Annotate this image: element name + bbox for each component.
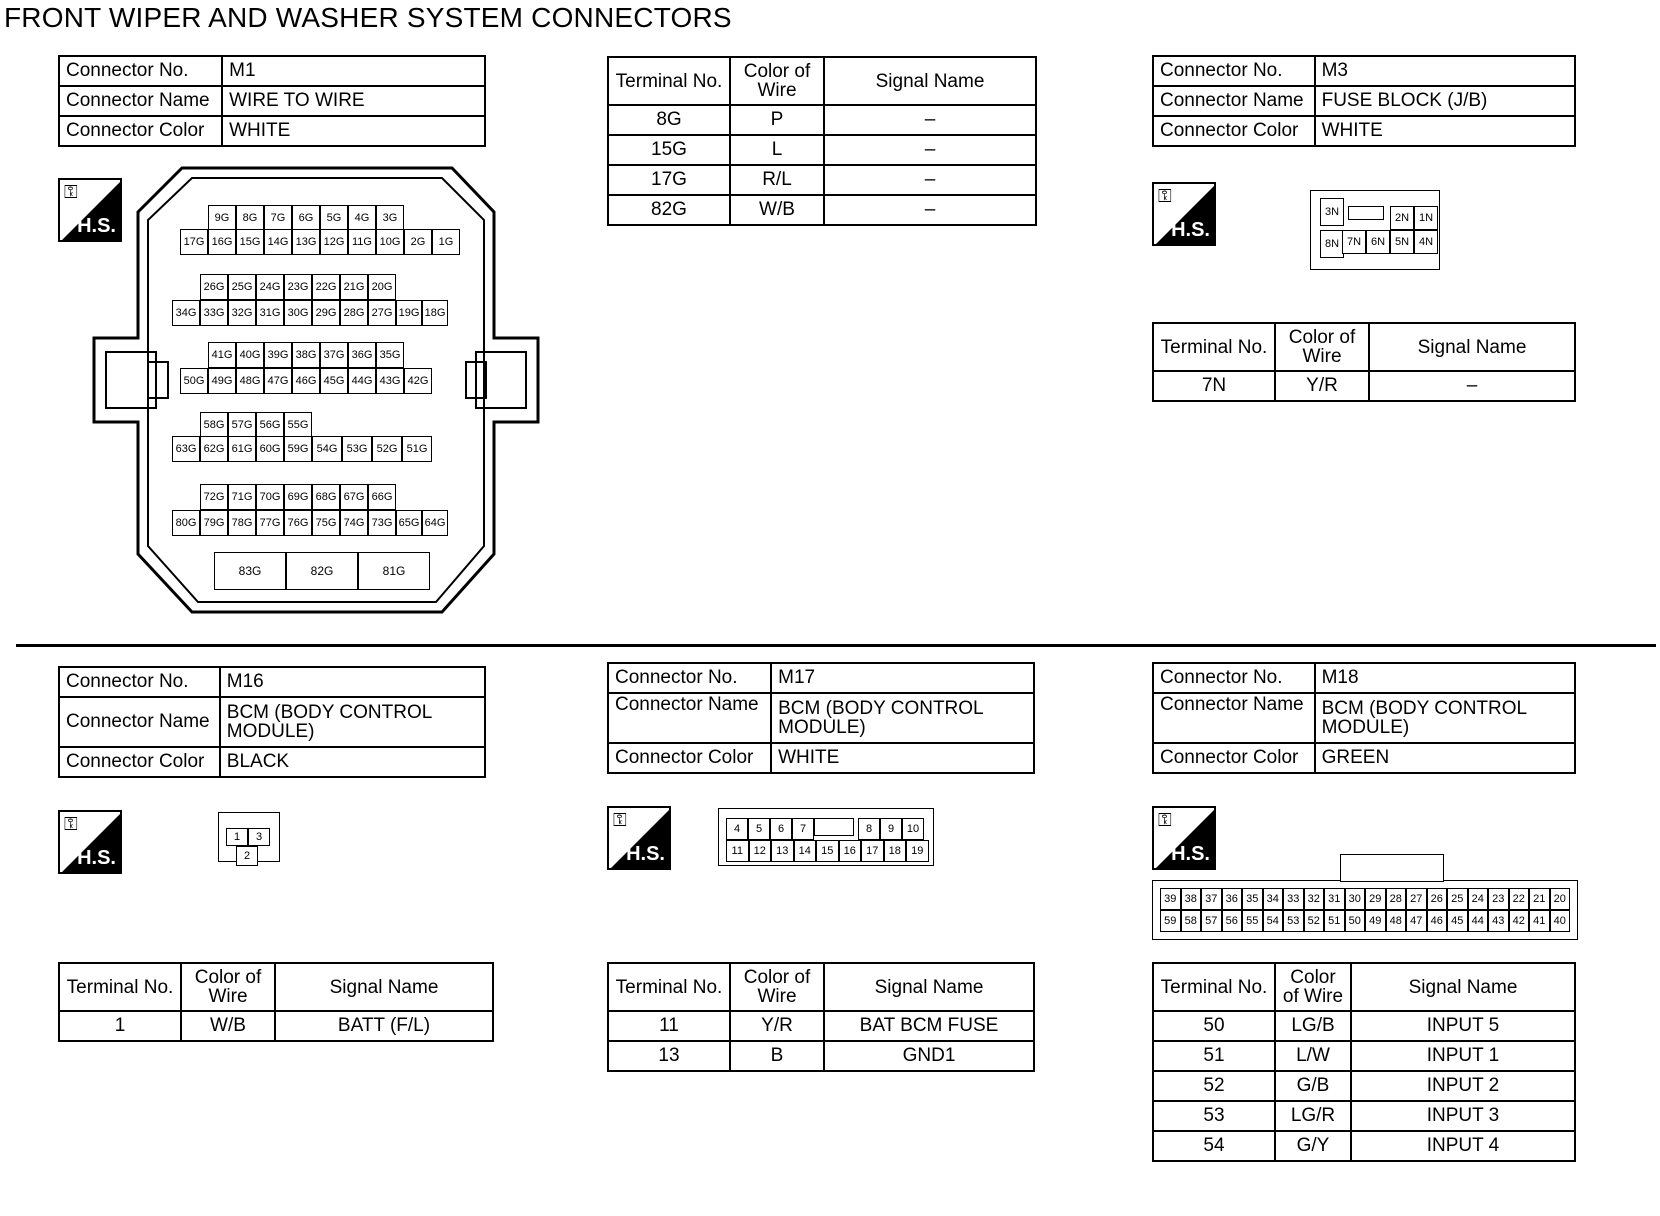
pin-cell: 8G (236, 205, 264, 231)
color-of-wire-header: Color of Wire (1275, 963, 1351, 1011)
m16-info-table (58, 666, 486, 778)
pin-cell: 22 (1509, 888, 1530, 910)
pin-cell: 36G (348, 342, 376, 368)
connector-name-label: Connector Name (59, 697, 220, 747)
connector-color-label: Connector Color (608, 743, 771, 773)
pin-cell: 69G (284, 484, 312, 510)
signal-name-header: Signal Name (824, 963, 1034, 1011)
wire-color: P (730, 105, 824, 135)
m3-info-table (1152, 55, 1576, 147)
pin-cell: 26 (1427, 888, 1448, 910)
m16-connector-color: BLACK (220, 747, 485, 777)
terminal-no: 7N (1153, 371, 1275, 401)
signal-name-header: Signal Name (275, 963, 493, 1011)
wire-color: L (730, 135, 824, 165)
pin-cell: 65G (396, 510, 422, 536)
pin-cell: 9G (208, 205, 236, 231)
pin-cell (814, 818, 854, 836)
terminal-no: 82G (608, 195, 730, 225)
pin-cell: 27G (368, 300, 396, 326)
pin-cell: 29 (1365, 888, 1386, 910)
connector-color-label: Connector Color (1153, 116, 1315, 146)
pin-cell: 50G (180, 368, 208, 394)
pin-cell: 40 (1550, 910, 1571, 932)
m18-connector-no: M18 (1315, 663, 1575, 693)
pin-cell: 47 (1406, 910, 1427, 932)
pin-cell: 6 (770, 818, 792, 840)
pin-cell: 17G (180, 229, 208, 255)
pin-cell: 18 (884, 840, 907, 862)
pin-cell: 5G (320, 205, 348, 231)
pin-cell: 11G (348, 229, 376, 255)
pin-cell: 59 (1160, 910, 1181, 932)
pin-cell: 52 (1304, 910, 1325, 932)
pin-cell: 66G (368, 484, 396, 510)
pin-cell: 28G (340, 300, 368, 326)
pin-cell: 22G (312, 274, 340, 300)
pin-cell: 16 (839, 840, 862, 862)
wire-color: B (730, 1041, 824, 1071)
terminal-no: 13 (608, 1041, 730, 1071)
pin-cell: 18G (422, 300, 448, 326)
m17-connector-color: WHITE (771, 743, 1034, 773)
pin-cell: 8 (858, 818, 880, 840)
pin-cell: 29G (312, 300, 340, 326)
pin-cell: 58 (1181, 910, 1202, 932)
m17-connector-no: M17 (771, 663, 1034, 693)
terminal-no-header: Terminal No. (608, 57, 730, 105)
pin-cell: 78G (228, 510, 256, 536)
pin-cell: 63G (172, 436, 200, 462)
pin-cell: 33G (200, 300, 228, 326)
pin-cell: 74G (340, 510, 368, 536)
pin-cell: 76G (284, 510, 312, 536)
signal-name-header: Signal Name (824, 57, 1036, 105)
pin-cell: 55G (284, 412, 312, 438)
pin-cell: 70G (256, 484, 284, 510)
pin-cell: 15G (236, 229, 264, 255)
m18-info-table (1152, 662, 1576, 774)
pin-cell: 52G (372, 436, 402, 462)
pin-cell: 5 (748, 818, 770, 840)
hs-icon: ⚿ H.S. (1152, 806, 1216, 870)
pin-cell: 45 (1447, 910, 1468, 932)
pin-cell: 39G (264, 342, 292, 368)
pin-cell: 40G (236, 342, 264, 368)
hs-icon: ⚿ H.S. (58, 178, 122, 242)
pin-cell: 48G (236, 368, 264, 394)
pin-cell: 11 (726, 840, 749, 862)
pin-cell: 31G (256, 300, 284, 326)
pin-cell: 60G (256, 436, 284, 462)
pin-cell: 14G (264, 229, 292, 255)
pin-cell: 2 (236, 846, 258, 866)
pin-cell: 19G (396, 300, 422, 326)
pin-cell: 71G (228, 484, 256, 510)
m16-connector-no: M16 (220, 667, 485, 697)
wire-color: Y/R (730, 1011, 824, 1041)
connector-color-label: Connector Color (1153, 743, 1315, 773)
pin-cell: 57 (1201, 910, 1222, 932)
pin-cell: 50 (1345, 910, 1366, 932)
m3-terminal-table (1152, 322, 1576, 402)
pin-cell: 6G (292, 205, 320, 231)
pin-cell: 42 (1509, 910, 1530, 932)
pin-cell: 7N (1342, 230, 1366, 254)
terminal-no: 54 (1153, 1131, 1275, 1161)
color-of-wire-header: Color of Wire (730, 963, 824, 1011)
connector-color-label: Connector Color (59, 747, 220, 777)
signal-name: BATT (F/L) (275, 1011, 493, 1041)
pin-cell: 34 (1263, 888, 1284, 910)
signal-name: – (824, 135, 1036, 165)
pin-cell: 24G (256, 274, 284, 300)
m16-terminal-table (58, 962, 494, 1042)
pin-cell: 59G (284, 436, 312, 462)
pin-cell: 25G (228, 274, 256, 300)
pin-cell: 1 (226, 828, 248, 846)
pin-cell: 53 (1283, 910, 1304, 932)
signal-name: – (1369, 371, 1575, 401)
pin-cell: 35 (1242, 888, 1263, 910)
pin-cell: 67G (340, 484, 368, 510)
pin-cell: 43G (376, 368, 404, 394)
pin-cell: 23G (284, 274, 312, 300)
hs-label: H.S. (77, 847, 116, 869)
color-of-wire-header: Color of Wire (1275, 323, 1369, 371)
pin-cell: 20 (1550, 888, 1571, 910)
pin-cell: 10 (902, 818, 924, 840)
pin-cell: 51G (402, 436, 432, 462)
pin-cell: 51 (1324, 910, 1345, 932)
terminal-no-header: Terminal No. (1153, 963, 1275, 1011)
wire-color: Y/R (1275, 371, 1369, 401)
pin-cell: 5N (1390, 230, 1414, 254)
pin-cell: 72G (200, 484, 228, 510)
pin-cell: 37 (1201, 888, 1222, 910)
terminal-no: 53 (1153, 1101, 1275, 1131)
signal-name: – (824, 165, 1036, 195)
m16-connector-name: BCM (BODY CONTROL MODULE) (220, 697, 485, 747)
pin-cell: 38G (292, 342, 320, 368)
connector-no-label: Connector No. (1153, 663, 1315, 693)
pin-cell: 62G (200, 436, 228, 462)
hs-icon: ⚿ H.S. (607, 806, 671, 870)
signal-name: – (824, 195, 1036, 225)
pin-cell: 7 (792, 818, 814, 840)
signal-name: INPUT 5 (1351, 1011, 1575, 1041)
pin-cell (1348, 206, 1384, 220)
hs-icon: ⚿ H.S. (58, 810, 122, 874)
wire-color: W/B (730, 195, 824, 225)
pin-cell: 33 (1283, 888, 1304, 910)
m1-terminal-table (607, 56, 1037, 226)
wire-color: W/B (181, 1011, 275, 1041)
pin-cell: 24 (1468, 888, 1489, 910)
pin-cell: 7G (264, 205, 292, 231)
pin-cell: 1G (432, 229, 460, 255)
pin-cell: 64G (422, 510, 448, 536)
wire-color: LG/B (1275, 1011, 1351, 1041)
pin-cell: 83G (214, 552, 286, 590)
signal-name: INPUT 4 (1351, 1131, 1575, 1161)
section-divider (16, 644, 1656, 647)
pin-cell: 75G (312, 510, 340, 536)
pin-cell: 44G (348, 368, 376, 394)
signal-name: – (824, 105, 1036, 135)
terminal-no-header: Terminal No. (608, 963, 730, 1011)
pin-cell: 4G (348, 205, 376, 231)
pin-cell: 21G (340, 274, 368, 300)
hs-label: H.S. (77, 215, 116, 237)
m1-info-table (58, 55, 486, 147)
pin-cell: 4N (1414, 230, 1438, 254)
pin-cell: 1N (1414, 206, 1438, 230)
pin-cell: 82G (286, 552, 358, 590)
m3-connector-name: FUSE BLOCK (J/B) (1315, 86, 1575, 116)
pin-cell: 30 (1345, 888, 1366, 910)
m17-connector-name: BCM (BODY CONTROL MODULE) (771, 693, 1034, 743)
pin-cell: 45G (320, 368, 348, 394)
pin-cell: 35G (376, 342, 404, 368)
connector-name-label: Connector Name (1153, 86, 1315, 116)
pin-cell: 27 (1406, 888, 1427, 910)
pin-cell: 34G (172, 300, 200, 326)
pin-cell: 79G (200, 510, 228, 536)
pin-cell: 38 (1181, 888, 1202, 910)
pin-cell: 13G (292, 229, 320, 255)
pin-cell: 41 (1529, 910, 1550, 932)
terminal-no-header: Terminal No. (59, 963, 181, 1011)
signal-name: INPUT 1 (1351, 1041, 1575, 1071)
pin-cell: 48 (1386, 910, 1407, 932)
wire-color: LG/R (1275, 1101, 1351, 1131)
pin-cell: 26G (200, 274, 228, 300)
m18-connector-color: GREEN (1315, 743, 1575, 773)
connector-color-label: Connector Color (59, 116, 222, 146)
m3-connector-color: WHITE (1315, 116, 1575, 146)
connector-no-label: Connector No. (608, 663, 771, 693)
pin-cell: 39 (1160, 888, 1181, 910)
pin-cell: 28 (1386, 888, 1407, 910)
pin-cell: 14 (794, 840, 817, 862)
pin-cell: 61G (228, 436, 256, 462)
pin-cell: 13 (771, 840, 794, 862)
pin-cell: 81G (358, 552, 430, 590)
pin-cell: 54 (1263, 910, 1284, 932)
pin-cell: 2N (1390, 206, 1414, 230)
pin-cell: 73G (368, 510, 396, 536)
hs-label: H.S. (1171, 843, 1210, 865)
pin-cell: 4 (726, 818, 748, 840)
wire-color: L/W (1275, 1041, 1351, 1071)
pin-cell: 46 (1427, 910, 1448, 932)
connector-name-label: Connector Name (1153, 693, 1315, 743)
pin-cell: 23 (1488, 888, 1509, 910)
pin-cell: 37G (320, 342, 348, 368)
pin-cell: 56 (1222, 910, 1243, 932)
pin-cell: 32 (1304, 888, 1325, 910)
terminal-no: 1 (59, 1011, 181, 1041)
pin-cell: 30G (284, 300, 312, 326)
pin-cell: 16G (208, 229, 236, 255)
pin-cell: 68G (312, 484, 340, 510)
pin-cell: 12G (320, 229, 348, 255)
pin-cell: 3G (376, 205, 404, 231)
signal-name: INPUT 2 (1351, 1071, 1575, 1101)
terminal-no-header: Terminal No. (1153, 323, 1275, 371)
wire-color: R/L (730, 165, 824, 195)
terminal-no: 52 (1153, 1071, 1275, 1101)
signal-name: GND1 (824, 1041, 1034, 1071)
pin-cell: 31 (1324, 888, 1345, 910)
signal-name: INPUT 3 (1351, 1101, 1575, 1131)
pin-cell: 9 (880, 818, 902, 840)
pin-cell: 49G (208, 368, 236, 394)
signal-name: BAT BCM FUSE (824, 1011, 1034, 1041)
pin-cell: 17 (861, 840, 884, 862)
pin-cell: 10G (376, 229, 404, 255)
m18-connector-latch (1340, 854, 1444, 882)
wire-color: G/B (1275, 1071, 1351, 1101)
pin-cell: 46G (292, 368, 320, 394)
pin-cell: 42G (404, 368, 432, 394)
connector-no-label: Connector No. (59, 667, 220, 697)
pin-cell: 21 (1529, 888, 1550, 910)
pin-cell: 57G (228, 412, 256, 438)
hs-label: H.S. (626, 843, 665, 865)
m1-connector-color: WHITE (222, 116, 485, 146)
terminal-no: 50 (1153, 1011, 1275, 1041)
pin-cell: 54G (312, 436, 342, 462)
terminal-no: 11 (608, 1011, 730, 1041)
pin-cell: 77G (256, 510, 284, 536)
pin-cell: 56G (256, 412, 284, 438)
hs-label: H.S. (1171, 219, 1210, 241)
pin-cell: 44 (1468, 910, 1489, 932)
pin-cell: 8N (1320, 230, 1344, 258)
pin-cell: 15 (816, 840, 839, 862)
color-of-wire-header: Color of Wire (730, 57, 824, 105)
m1-connector-no: M1 (222, 56, 485, 86)
pin-cell: 49 (1365, 910, 1386, 932)
signal-name-header: Signal Name (1351, 963, 1575, 1011)
pin-cell: 25 (1447, 888, 1468, 910)
pin-cell: 6N (1366, 230, 1390, 254)
m18-connector-name: BCM (BODY CONTROL MODULE) (1315, 693, 1575, 743)
terminal-no: 51 (1153, 1041, 1275, 1071)
connector-name-label: Connector Name (608, 693, 771, 743)
pin-cell: 80G (172, 510, 200, 536)
connector-no-label: Connector No. (59, 56, 222, 86)
m17-terminal-table (607, 962, 1035, 1072)
pin-cell: 3 (248, 828, 270, 846)
connector-name-label: Connector Name (59, 86, 222, 116)
wire-color: G/Y (1275, 1131, 1351, 1161)
m3-connector-no: M3 (1315, 56, 1575, 86)
terminal-no: 17G (608, 165, 730, 195)
m18-terminal-table (1152, 962, 1576, 1162)
pin-cell: 32G (228, 300, 256, 326)
pin-cell: 47G (264, 368, 292, 394)
terminal-no: 8G (608, 105, 730, 135)
pin-cell: 3N (1320, 198, 1344, 226)
pin-cell: 41G (208, 342, 236, 368)
connector-no-label: Connector No. (1153, 56, 1315, 86)
hs-icon: ⚿ H.S. (1152, 182, 1216, 246)
m1-connector-name: WIRE TO WIRE (222, 86, 485, 116)
pin-cell: 20G (368, 274, 396, 300)
terminal-no: 15G (608, 135, 730, 165)
m17-info-table (607, 662, 1035, 774)
pin-cell: 2G (404, 229, 432, 255)
pin-cell: 43 (1488, 910, 1509, 932)
pin-cell: 19 (906, 840, 929, 862)
pin-cell: 12 (749, 840, 772, 862)
pin-cell: 55 (1242, 910, 1263, 932)
page-title: FRONT WIPER AND WASHER SYSTEM CONNECTORS (4, 2, 732, 33)
color-of-wire-header: Color of Wire (181, 963, 275, 1011)
signal-name-header: Signal Name (1369, 323, 1575, 371)
pin-cell: 58G (200, 412, 228, 438)
pin-cell: 53G (342, 436, 372, 462)
pin-cell: 36 (1222, 888, 1243, 910)
